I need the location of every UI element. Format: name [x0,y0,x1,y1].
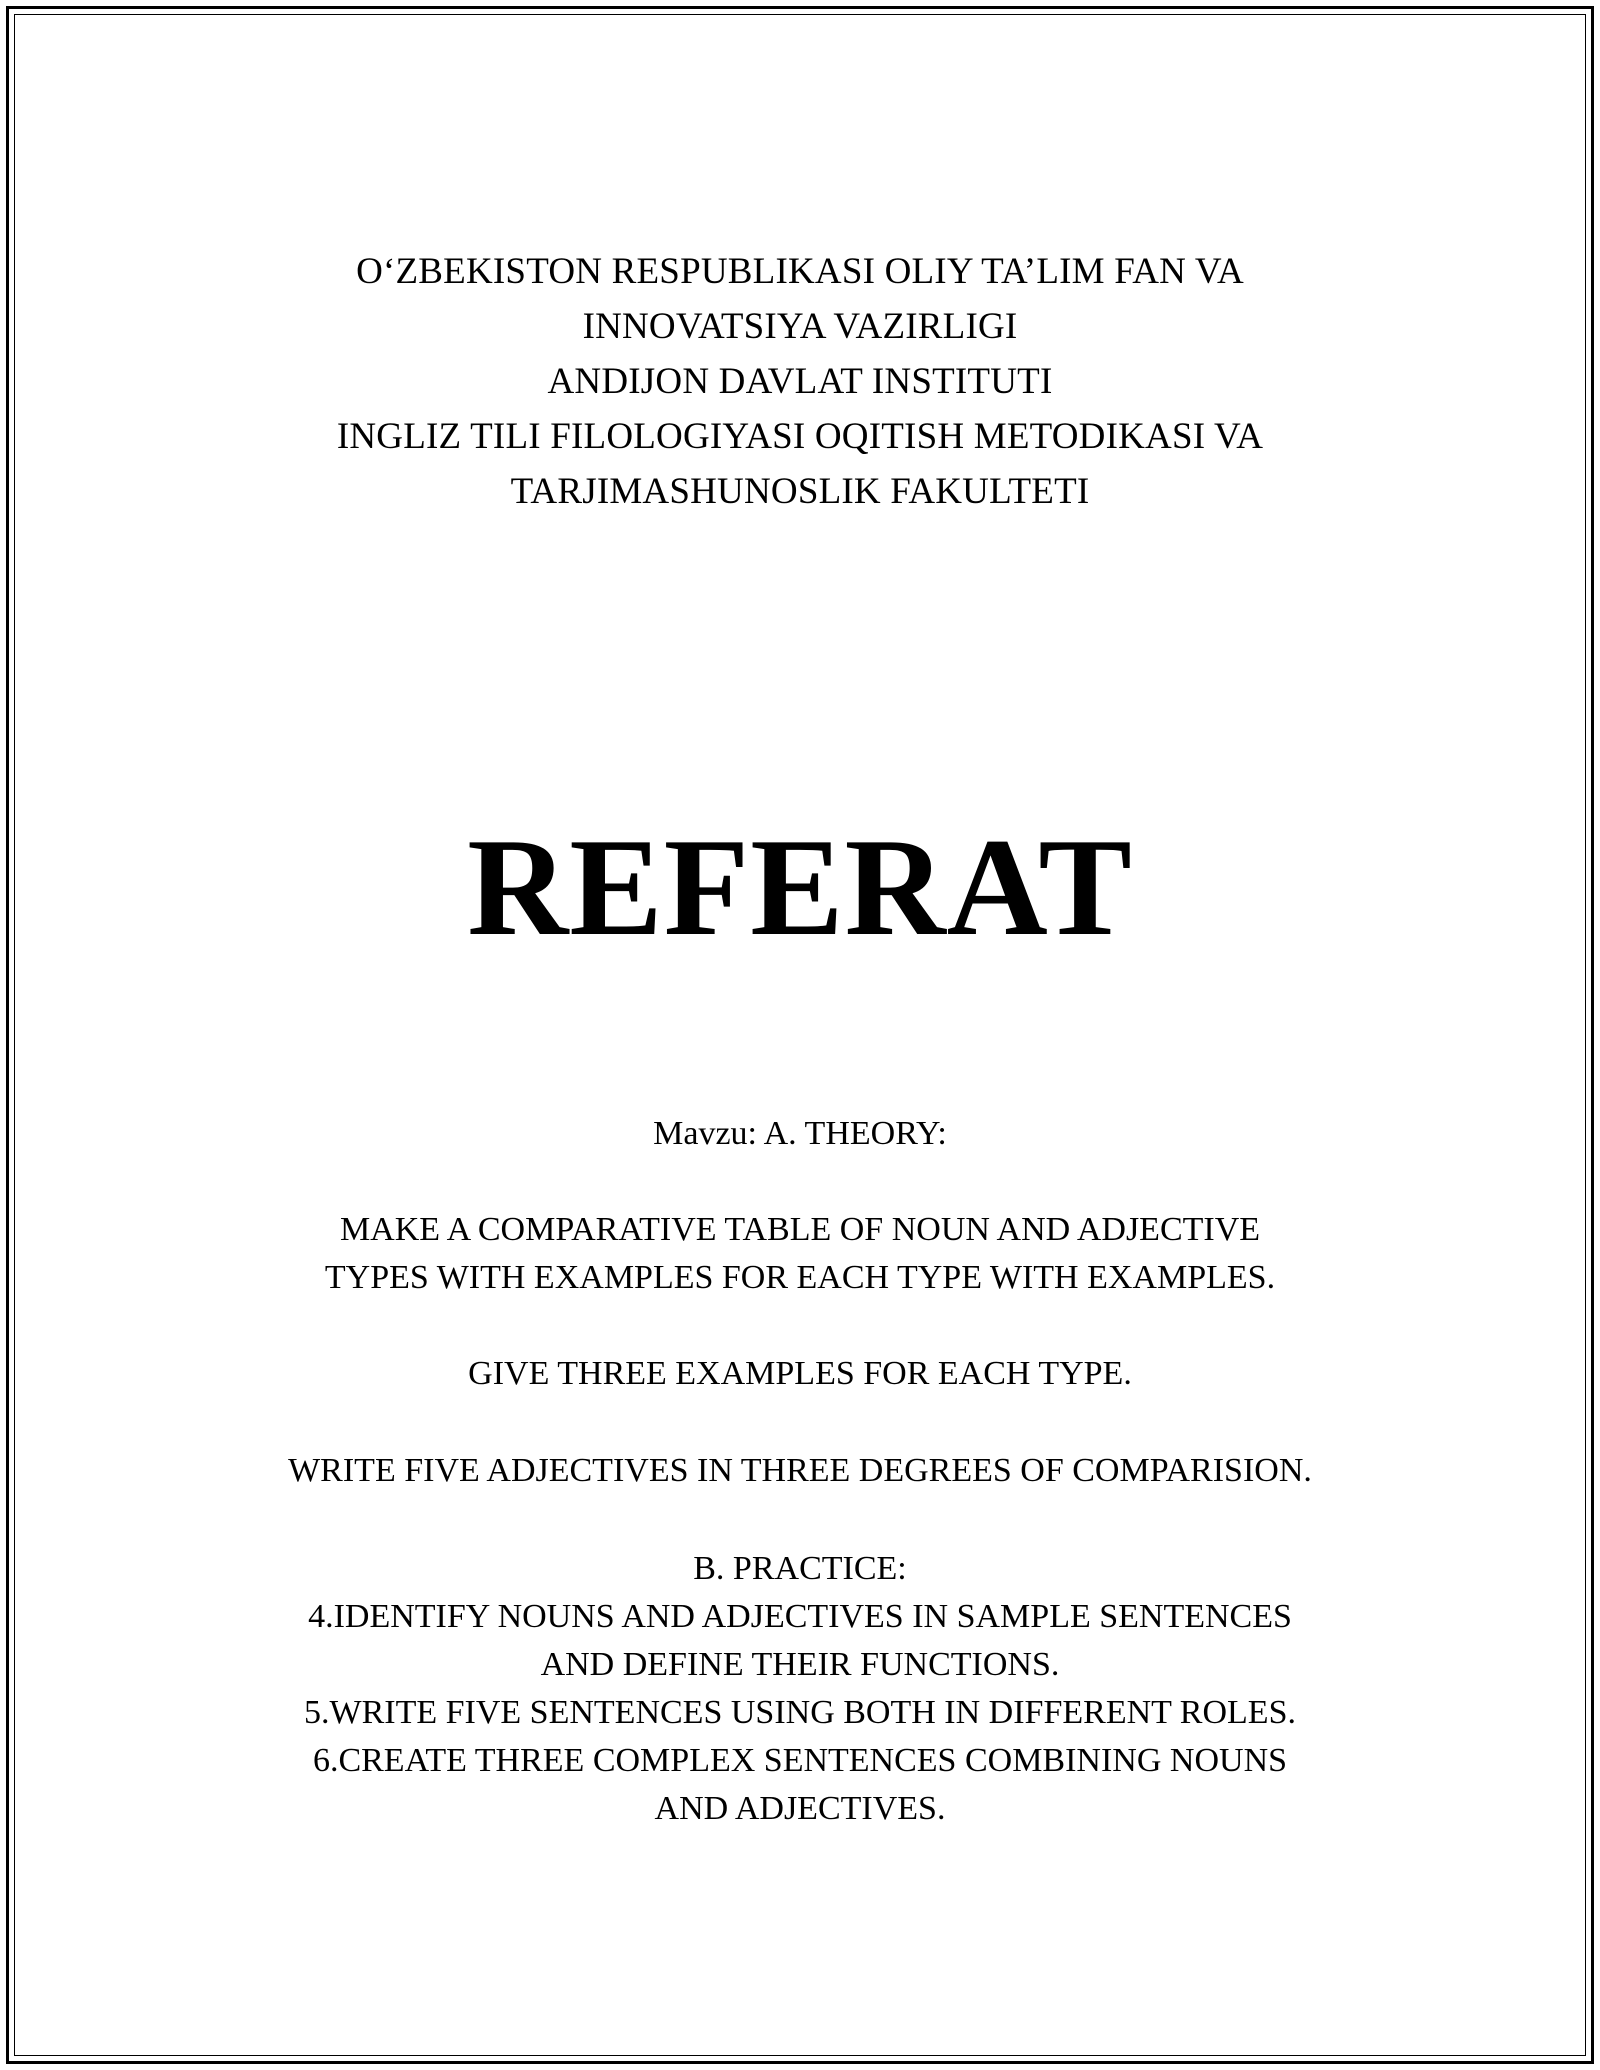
header-line: O‘ZBEKISTON RESPUBLIKASI OLIY TA’LIM FAN VA [356,251,1244,292]
theory-task-3 [150,1447,1450,1495]
header-line: ANDIJON DAVLAT INSTITUTI [547,361,1053,402]
topic-line [150,1110,1450,1158]
header-line: INNOVATSIYA VAZIRLIGI [582,306,1018,347]
task-line: TYPES WITH EXAMPLES FOR EACH TYPE WITH EXAMPLES. [324,1259,1276,1296]
practice-line: 6.CREATE THREE COMPLEX SENTENCES COMBINING NOUNS [312,1742,1288,1779]
theory-task-2 [150,1350,1450,1398]
task-line: MAKE A COMPARATIVE TABLE OF NOUN AND ADJECTIVE [339,1211,1261,1248]
task-line: GIVE THREE EXAMPLES FOR EACH TYPE. [468,1355,1132,1392]
document-title: REFERAT [467,810,1133,965]
practice-line: AND ADJECTIVES. [654,1790,946,1827]
header-line: INGLIZ TILI FILOLOGIYASI OQITISH METODIKASI VA [336,416,1264,457]
practice-heading: B. PRACTICE: [693,1550,907,1587]
task-line: WRITE FIVE ADJECTIVES IN THREE DEGREES OF COMPARISION. [288,1452,1312,1489]
practice-line: 5.WRITE FIVE SENTENCES USING BOTH IN DIFFERENT ROLES. [304,1694,1296,1731]
practice-line: 4.IDENTIFY NOUNS AND ADJECTIVES IN SAMPLE SENTENCES [308,1598,1292,1635]
practice-section [150,1545,1450,1833]
institution-header [200,244,1400,519]
header-line: TARJIMASHUNOSLIK FAKULTETI [510,471,1090,512]
topic-text: Mavzu: A. THEORY: [653,1115,947,1152]
practice-line: AND DEFINE THEIR FUNCTIONS. [540,1646,1060,1683]
theory-task-1 [150,1206,1450,1302]
